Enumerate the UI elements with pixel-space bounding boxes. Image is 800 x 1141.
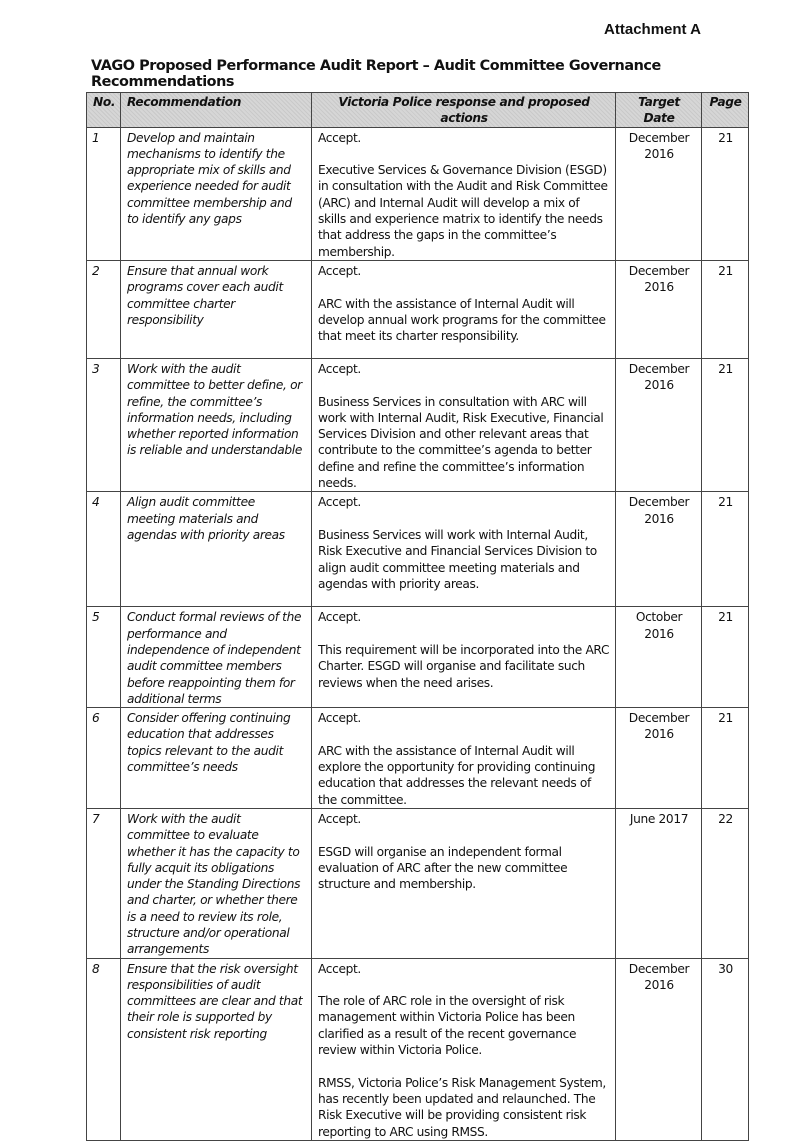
recommendation-text: Ensure that annual work programs cover each audit committee charter responsibility	[121, 260, 312, 358]
response-cell	[312, 808, 616, 958]
response-paragraph: Business Services in consultation with ARC will work with Internal Audit, Risk Executive, Financial Services Division and other relevant areas that contribute to the committee’s agenda to better define and refine the committee’s information needs.	[318, 394, 604, 491]
response-decision: Accept.	[318, 811, 361, 826]
target-date: December 2016	[616, 260, 702, 358]
row-number: 4	[87, 492, 121, 607]
row-number: 2	[87, 260, 121, 358]
table-row	[87, 358, 749, 491]
recommendation-text: Consider offering continuing education that addresses topics relevant to the audit committee’s needs	[121, 708, 312, 809]
response-decision: Accept.	[318, 610, 361, 625]
response-cell	[312, 358, 616, 491]
row-number: 7	[87, 808, 121, 958]
table-row	[87, 127, 749, 260]
target-date: December 2016	[616, 958, 702, 1140]
table-row	[87, 958, 749, 1140]
page-number: 21	[702, 127, 749, 260]
page-number: 21	[702, 492, 749, 607]
row-number: 8	[87, 958, 121, 1140]
table-header-row	[87, 93, 749, 128]
recommendation-text: Align audit committee meeting materials and agendas with priority areas	[121, 492, 312, 607]
target-date: December 2016	[616, 127, 702, 260]
header-no: No.	[87, 93, 121, 128]
page-number: 21	[702, 358, 749, 491]
target-date: October 2016	[616, 607, 702, 708]
row-number: 3	[87, 358, 121, 491]
header-target-date: Target Date	[616, 93, 702, 128]
page-number: 21	[702, 607, 749, 708]
response-cell	[312, 708, 616, 809]
table-row	[87, 607, 749, 708]
response-cell	[312, 958, 616, 1140]
header-page: Page	[702, 93, 749, 128]
response-decision: Accept.	[318, 361, 361, 376]
response-decision: Accept.	[318, 495, 361, 510]
target-date: December 2016	[616, 492, 702, 607]
page-number: 21	[702, 708, 749, 809]
response-cell	[312, 127, 616, 260]
recommendation-text: Ensure that the risk oversight responsibilities of audit committees are clear and that their role is supported by consistent risk reporting	[121, 958, 312, 1140]
page-number: 30	[702, 958, 749, 1140]
response-paragraph: This requirement will be incorporated into the ARC Charter. ESGD will organise and facilitate such reviews when the need arises.	[318, 642, 610, 690]
target-date: December 2016	[616, 708, 702, 809]
response-paragraph: RMSS, Victoria Police’s Risk Management System, has recently been updated and relaunched. The Risk Executive will be providing consistent risk reporting to ARC using RMSS.	[318, 1075, 606, 1139]
response-decision: Accept.	[318, 711, 361, 726]
header-response: Victoria Police response and proposed actions	[312, 93, 616, 128]
row-number: 1	[87, 127, 121, 260]
recommendation-text: Work with the audit committee to evaluate whether it has the capacity to fully acquit its obligations under the Standing Directions and charter, or whether there is a need to review its role, structure and/or operational arrangements	[121, 808, 312, 958]
attachment-label: Attachment A	[604, 21, 701, 38]
response-paragraph: The role of ARC role in the oversight of risk management within Victoria Police has been clarified as a result of the recent governance review within Victoria Police.	[318, 994, 577, 1058]
recommendation-text: Develop and maintain mechanisms to identify the appropriate mix of skills and experience needed for audit committee membership and to identify any gaps	[121, 127, 312, 260]
response-cell	[312, 492, 616, 607]
document-title: VAGO Proposed Performance Audit Report – Audit Committee Governance Recommendations	[91, 58, 661, 90]
response-paragraph: Business Services will work with Internal Audit, Risk Executive and Financial Services Division to align audit committee meeting materials and agendas with priority areas.	[318, 527, 597, 591]
response-decision: Accept.	[318, 961, 361, 976]
target-date: December 2016	[616, 358, 702, 491]
response-paragraph: ESGD will organise an independent formal evaluation of ARC after the new committee structure and membership.	[318, 844, 568, 892]
recommendation-text: Conduct formal reviews of the performance and independence of independent audit committee members before reappointing them for additional terms	[121, 607, 312, 708]
table-row	[87, 492, 749, 607]
header-recommendation: Recommendation	[121, 93, 312, 128]
recommendation-text: Work with the audit committee to better define, or refine, the committee’s information needs, including whether reported information is reliable and understandable	[121, 358, 312, 491]
target-date: June 2017	[616, 808, 702, 958]
table-row	[87, 708, 749, 809]
response-decision: Accept.	[318, 263, 361, 278]
page-number: 22	[702, 808, 749, 958]
row-number: 6	[87, 708, 121, 809]
recommendations-table	[86, 92, 749, 1141]
table-row	[87, 260, 749, 358]
response-cell	[312, 607, 616, 708]
response-paragraph: ARC with the assistance of Internal Audit will explore the opportunity for providing continuing education that addresses the relevant needs of the committee.	[318, 743, 596, 807]
response-decision: Accept.	[318, 130, 361, 145]
table-row	[87, 808, 749, 958]
response-paragraph: ARC with the assistance of Internal Audit will develop annual work programs for the committee that meet its charter responsibility.	[318, 296, 606, 344]
response-paragraph: Executive Services & Governance Division (ESGD) in consultation with the Audit and Risk Committee (ARC) and Internal Audit will develop a mix of skills and experience matrix to identify the needs that address the gaps in the committee’s membership.	[318, 163, 608, 259]
page-number: 21	[702, 260, 749, 358]
response-cell	[312, 260, 616, 358]
row-number: 5	[87, 607, 121, 708]
